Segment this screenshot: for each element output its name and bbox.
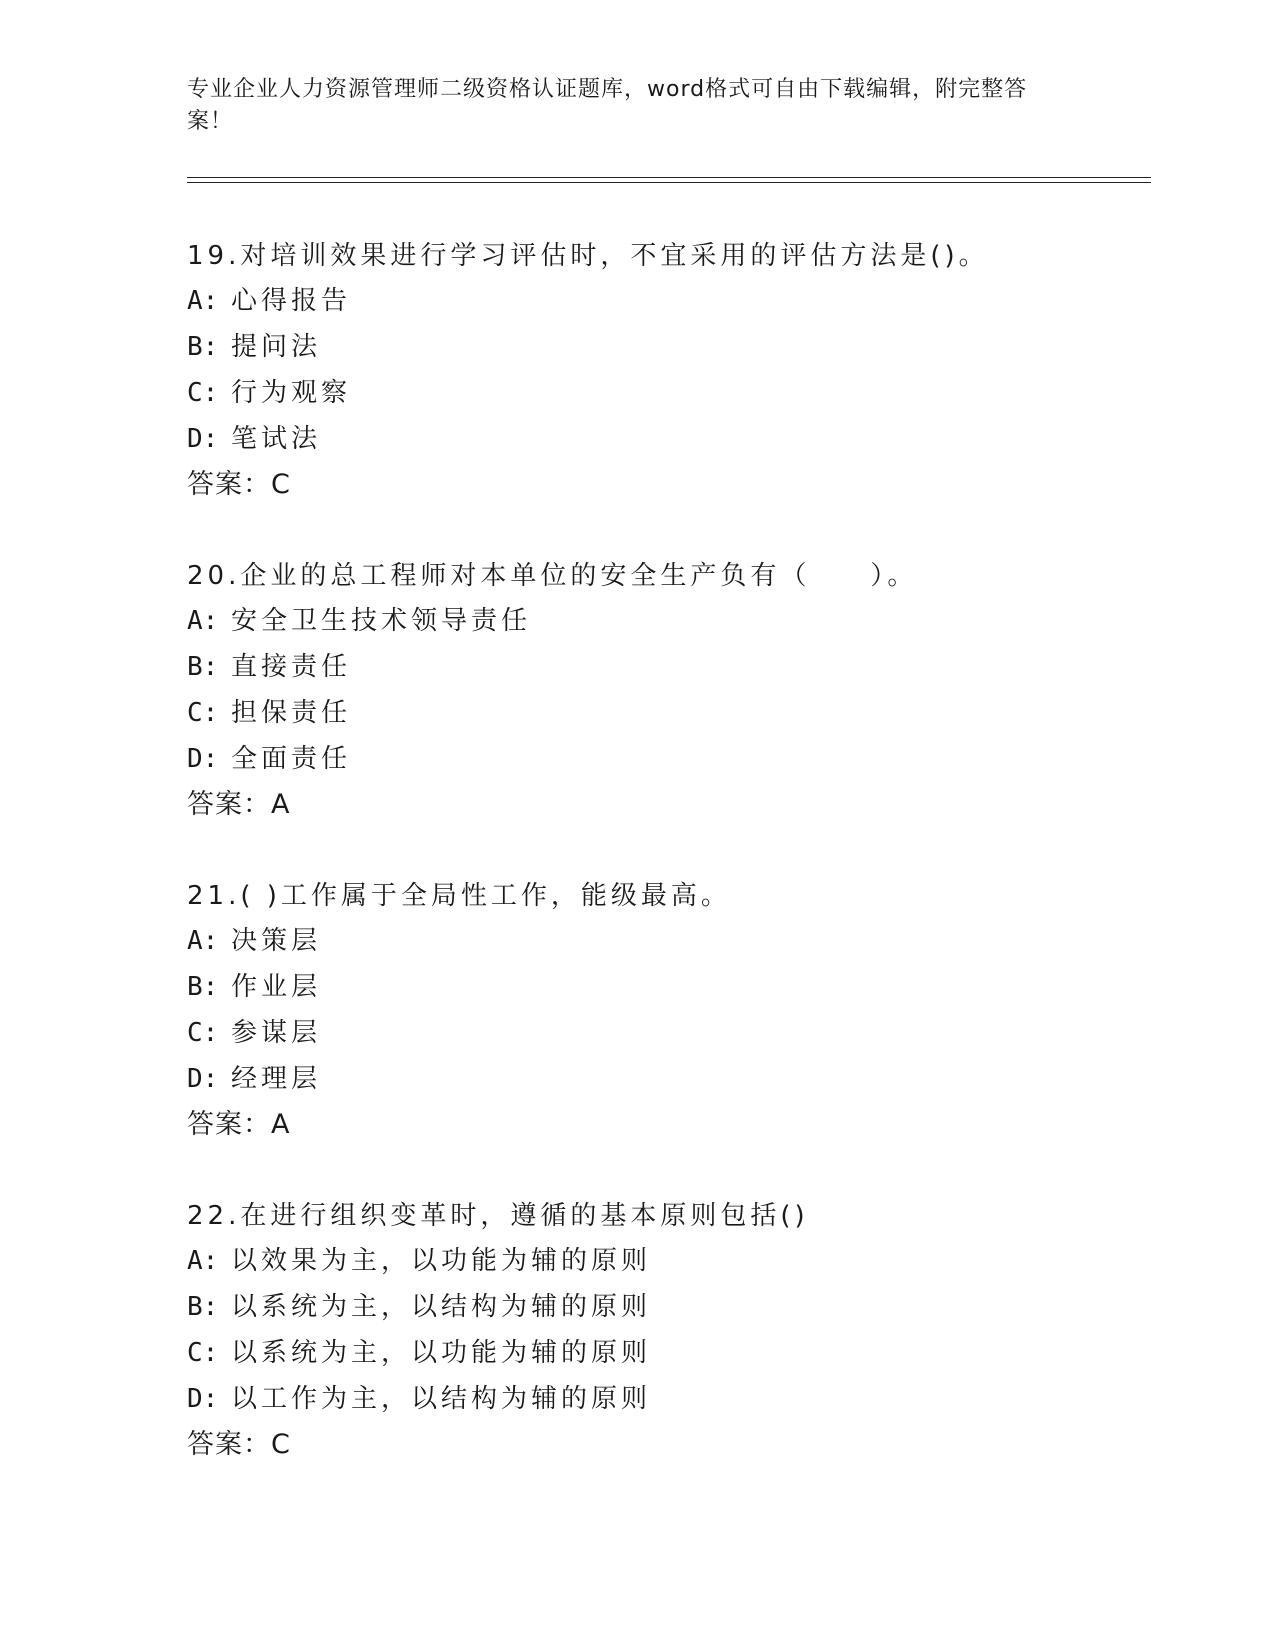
option-letter: D:: [187, 1064, 219, 1094]
option-letter: D:: [187, 744, 219, 774]
option-b: [187, 964, 1147, 1010]
option-letter: A:: [187, 1246, 219, 1276]
option-d: [187, 416, 1147, 462]
header-divider-bottom: [187, 182, 1151, 183]
option-text: 以效果为主，以功能为辅的原则: [231, 1246, 652, 1276]
answer-text: 答案：C: [187, 469, 291, 500]
option-text: 安全卫生技术领导责任: [231, 606, 532, 636]
option-text: 决策层: [231, 926, 322, 956]
option-a: [187, 918, 1147, 964]
option-c: [187, 1010, 1147, 1056]
option-a: [187, 1238, 1147, 1284]
option-d: [187, 1376, 1147, 1422]
option-letter: C:: [187, 698, 219, 728]
option-letter: A:: [187, 926, 219, 956]
option-letter: D:: [187, 424, 219, 454]
question-19: [187, 233, 1147, 508]
option-letter: A:: [187, 286, 219, 316]
option-text: 担保责任: [231, 698, 352, 728]
option-b: [187, 644, 1147, 690]
option-d: [187, 1056, 1147, 1102]
answer-text: 答案：C: [187, 1429, 291, 1460]
option-text: 全面责任: [231, 744, 352, 774]
question-21: [187, 873, 1147, 1148]
option-text: 以工作为主，以结构为辅的原则: [231, 1384, 652, 1414]
option-text: 提问法: [231, 332, 322, 362]
question-title: 21.( )工作属于全局性工作，能级最高。: [187, 881, 731, 911]
option-letter: B:: [187, 972, 219, 1002]
question-title: 19.对培训效果进行学习评估时，不宜采用的评估方法是()。: [187, 241, 989, 271]
option-text: 以系统为主，以功能为辅的原则: [231, 1338, 652, 1368]
option-letter: B:: [187, 332, 219, 362]
question-title: 22.在进行组织变革时，遵循的基本原则包括(): [187, 1201, 809, 1231]
option-c: [187, 1330, 1147, 1376]
option-d: [187, 736, 1147, 782]
option-letter: B:: [187, 1292, 219, 1322]
option-text: 行为观察: [231, 378, 352, 408]
header-divider-top: [187, 177, 1151, 178]
option-letter: C:: [187, 378, 219, 408]
option-text: 笔试法: [231, 424, 322, 454]
document-header: [187, 74, 1067, 138]
option-text: 经理层: [231, 1064, 322, 1094]
option-letter: A:: [187, 606, 219, 636]
answer-text: 答案：A: [187, 1109, 291, 1140]
option-text: 作业层: [231, 972, 322, 1002]
option-b: [187, 324, 1147, 370]
option-text: 以系统为主，以结构为辅的原则: [231, 1292, 652, 1322]
option-a: [187, 278, 1147, 324]
option-letter: B:: [187, 652, 219, 682]
option-c: [187, 370, 1147, 416]
question-22: [187, 1193, 1147, 1468]
question-title: 20.企业的总工程师对本单位的安全生产负有（ ）。: [187, 561, 918, 591]
option-letter: D:: [187, 1384, 219, 1414]
option-letter: C:: [187, 1018, 219, 1048]
option-a: [187, 598, 1147, 644]
option-letter: C:: [187, 1338, 219, 1368]
option-b: [187, 1284, 1147, 1330]
answer-text: 答案：A: [187, 789, 291, 820]
option-text: 心得报告: [231, 286, 352, 316]
question-20: [187, 553, 1147, 828]
option-text: 直接责任: [231, 652, 352, 682]
header-intro-text: 专业企业人力资源管理师二级资格认证题库，word格式可自由下载编辑，附完整答案！: [187, 77, 1028, 134]
option-text: 参谋层: [231, 1018, 322, 1048]
option-c: [187, 690, 1147, 736]
